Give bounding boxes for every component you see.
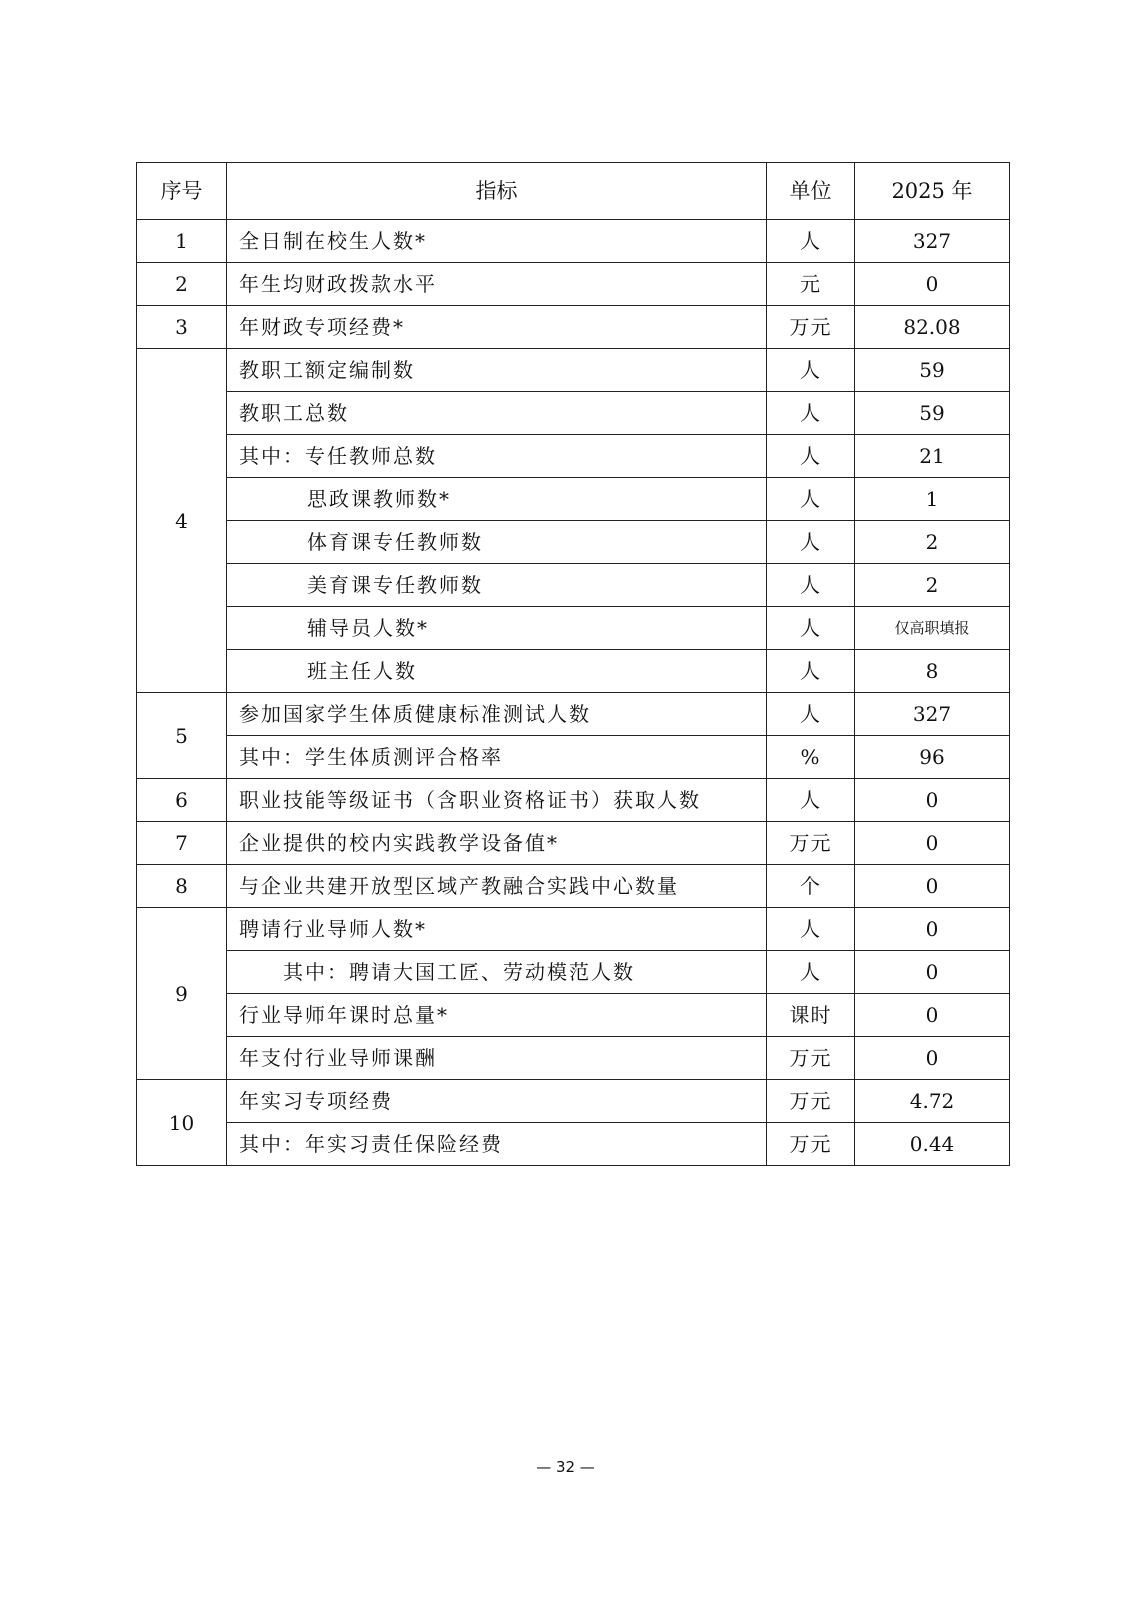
row-indicator: 教职工总数 — [227, 392, 767, 435]
row-no: 8 — [137, 865, 227, 908]
table-row — [137, 822, 1010, 865]
row-unit: 人 — [767, 349, 855, 392]
row-value: 8 — [855, 650, 1010, 693]
row-no: 10 — [137, 1080, 227, 1166]
page-number: — 32 — — [536, 1458, 595, 1476]
row-value: 0 — [855, 865, 1010, 908]
row-indicator: 其中：学生体质测评合格率 — [227, 736, 767, 779]
table-row — [137, 736, 1010, 779]
table-row — [137, 392, 1010, 435]
row-value: 0 — [855, 908, 1010, 951]
row-indicator: 行业导师年课时总量* — [227, 994, 767, 1037]
row-indicator: 体育课专任教师数 — [227, 521, 767, 564]
row-unit: 人 — [767, 779, 855, 822]
row-indicator: 聘请行业导师人数* — [227, 908, 767, 951]
header-no: 序号 — [137, 163, 227, 220]
row-unit: 人 — [767, 392, 855, 435]
row-indicator: 全日制在校生人数* — [227, 220, 767, 263]
row-no: 3 — [137, 306, 227, 349]
row-indicator: 思政课教师数* — [227, 478, 767, 521]
row-value: 96 — [855, 736, 1010, 779]
row-unit: 人 — [767, 220, 855, 263]
row-unit: 课时 — [767, 994, 855, 1037]
table-row — [137, 263, 1010, 306]
row-value: 59 — [855, 392, 1010, 435]
row-value: 0 — [855, 951, 1010, 994]
table-row — [137, 220, 1010, 263]
row-indicator: 年实习专项经费 — [227, 1080, 767, 1123]
table-row — [137, 564, 1010, 607]
table-row — [137, 607, 1010, 650]
row-no: 9 — [137, 908, 227, 1080]
row-value: 2 — [855, 521, 1010, 564]
header-unit: 单位 — [767, 163, 855, 220]
row-indicator: 教职工额定编制数 — [227, 349, 767, 392]
row-indicator: 年生均财政拨款水平 — [227, 263, 767, 306]
header-year: 2025 年 — [855, 163, 1010, 220]
table-row — [137, 1080, 1010, 1123]
row-unit: % — [767, 736, 855, 779]
table-row — [137, 650, 1010, 693]
row-indicator: 年财政专项经费* — [227, 306, 767, 349]
row-unit: 人 — [767, 478, 855, 521]
row-unit: 万元 — [767, 1080, 855, 1123]
row-unit: 万元 — [767, 822, 855, 865]
table-row — [137, 779, 1010, 822]
row-indicator: 其中：聘请大国工匠、劳动模范人数 — [227, 951, 767, 994]
table-row — [137, 435, 1010, 478]
row-unit: 万元 — [767, 306, 855, 349]
table-row — [137, 521, 1010, 564]
table-row — [137, 1123, 1010, 1166]
row-no: 2 — [137, 263, 227, 306]
row-unit: 个 — [767, 865, 855, 908]
row-value: 0 — [855, 263, 1010, 306]
row-value: 0 — [855, 822, 1010, 865]
row-no: 1 — [137, 220, 227, 263]
table-row — [137, 951, 1010, 994]
row-no: 5 — [137, 693, 227, 779]
row-no: 7 — [137, 822, 227, 865]
row-indicator: 班主任人数 — [227, 650, 767, 693]
header-indicator: 指标 — [227, 163, 767, 220]
row-indicator: 职业技能等级证书（含职业资格证书）获取人数 — [227, 779, 767, 822]
row-unit: 万元 — [767, 1037, 855, 1080]
row-value: 82.08 — [855, 306, 1010, 349]
row-unit: 人 — [767, 521, 855, 564]
row-unit: 人 — [767, 693, 855, 736]
table-row — [137, 693, 1010, 736]
table-row — [137, 994, 1010, 1037]
table-row — [137, 1037, 1010, 1080]
table-row — [137, 865, 1010, 908]
row-value: 0.44 — [855, 1123, 1010, 1166]
row-value: 1 — [855, 478, 1010, 521]
row-value: 仅高职填报 — [855, 607, 1010, 650]
row-unit: 元 — [767, 263, 855, 306]
row-value: 0 — [855, 994, 1010, 1037]
row-no: 6 — [137, 779, 227, 822]
table-row — [137, 908, 1010, 951]
indicators-table — [136, 162, 1010, 1166]
row-value: 21 — [855, 435, 1010, 478]
row-unit: 人 — [767, 650, 855, 693]
table-row — [137, 349, 1010, 392]
row-indicator: 企业提供的校内实践教学设备值* — [227, 822, 767, 865]
row-value: 0 — [855, 779, 1010, 822]
row-value: 59 — [855, 349, 1010, 392]
row-indicator: 其中：专任教师总数 — [227, 435, 767, 478]
row-value: 4.72 — [855, 1080, 1010, 1123]
row-indicator: 参加国家学生体质健康标准测试人数 — [227, 693, 767, 736]
row-indicator: 与企业共建开放型区域产教融合实践中心数量 — [227, 865, 767, 908]
table-row — [137, 478, 1010, 521]
row-indicator: 辅导员人数* — [227, 607, 767, 650]
row-indicator: 其中：年实习责任保险经费 — [227, 1123, 767, 1166]
row-unit: 人 — [767, 564, 855, 607]
row-indicator: 年支付行业导师课酬 — [227, 1037, 767, 1080]
row-unit: 人 — [767, 951, 855, 994]
row-no: 4 — [137, 349, 227, 693]
table-row — [137, 306, 1010, 349]
row-value: 327 — [855, 693, 1010, 736]
row-unit: 人 — [767, 908, 855, 951]
row-unit: 万元 — [767, 1123, 855, 1166]
table-header-row — [137, 163, 1010, 220]
row-indicator: 美育课专任教师数 — [227, 564, 767, 607]
row-value: 327 — [855, 220, 1010, 263]
row-value: 2 — [855, 564, 1010, 607]
row-value: 0 — [855, 1037, 1010, 1080]
row-unit: 人 — [767, 607, 855, 650]
row-unit: 人 — [767, 435, 855, 478]
